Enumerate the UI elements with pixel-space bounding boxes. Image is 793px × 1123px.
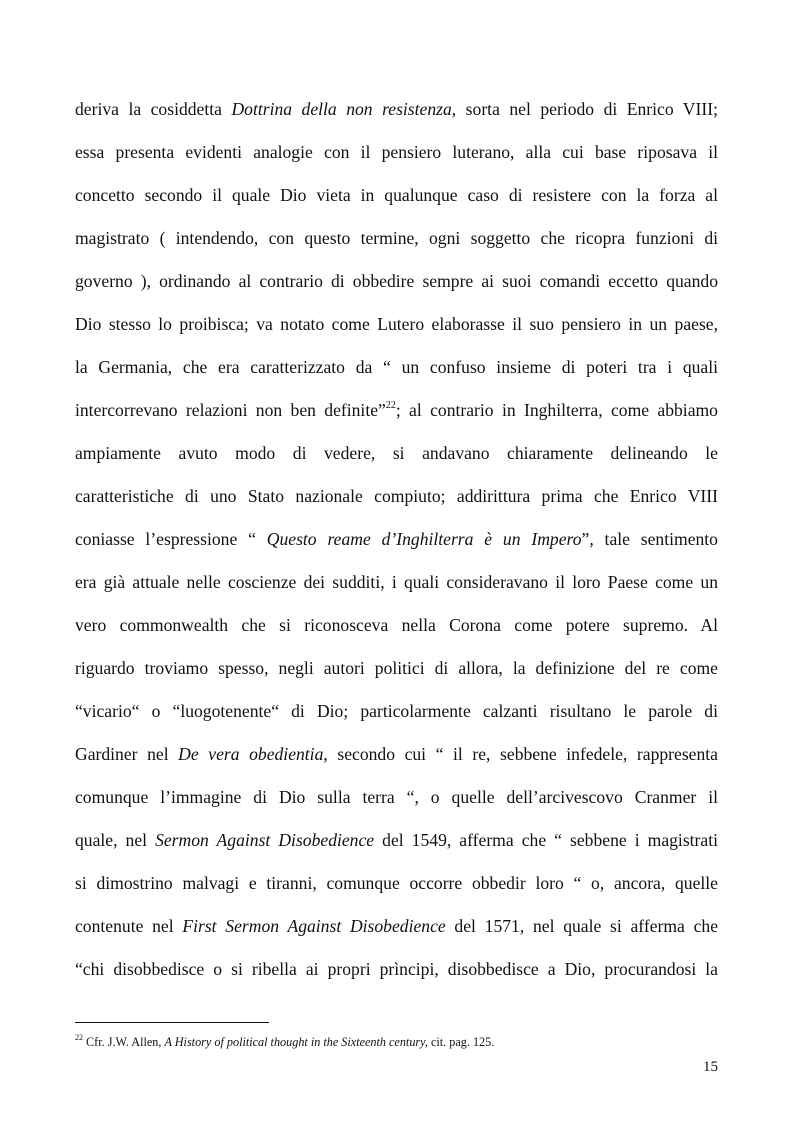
footnote-separator xyxy=(75,1022,269,1023)
text-line: era già attuale nelle coscienze dei sudditi, i quali consideravano il loro Paese come un xyxy=(75,572,718,592)
text-line: caratteristiche di uno Stato nazionale compiuto; addirittura prima che Enrico VIII xyxy=(75,486,718,506)
text-line: contenute nel First Sermon Against Disobedience del 1571, nel quale si afferma che xyxy=(75,916,719,936)
text-line: riguardo troviamo spesso, negli autori politici di allora, la definizione del re come xyxy=(75,658,718,678)
footnote-mark: 22 xyxy=(75,1033,83,1042)
footnote-reference[interactable]: 22 xyxy=(385,400,396,412)
text-line: “chi disobbedisce o si ribella ai propri prìncipi, disobbedisce a Dio, procurandosi la xyxy=(75,959,718,979)
page-number: 15 xyxy=(703,1059,718,1075)
text-line: deriva la cosiddetta Dottrina della non resistenza, sorta nel periodo di Enrico VIII; xyxy=(75,99,718,119)
text-line: quale, nel Sermon Against Disobedience del 1549, afferma che “ sebbene i magistrati xyxy=(75,830,718,850)
footnote: $^{22}$ Cfr. J.W. Allen, A History of political thought in the Sixteenth century, cit. pag. 125. xyxy=(75,1033,495,1050)
text-line: concetto secondo il quale Dio vieta in qualunque caso di resistere con la forza al xyxy=(75,185,718,205)
footnote-book-title: A History of political thought in the Sixteenth century, xyxy=(164,1035,428,1050)
text-line: “vicario“ o “luogotenente“ di Dio; particolarmente calzanti risultano le parole di xyxy=(75,701,718,721)
text-line: ampiamente avuto modo di vedere, si andavano chiaramente delineando le xyxy=(75,443,718,463)
text-line: essa presenta evidenti analogie con il pensiero luterano, alla cui base riposava il xyxy=(75,142,718,162)
text-line: comunque l’immagine di Dio sulla terra “, o quelle dell’arcivescovo Cranmer il xyxy=(75,787,718,807)
text-line: governo ), ordinando al contrario di obbedire sempre ai suoi comandi eccetto quando xyxy=(75,271,718,291)
body-text xyxy=(75,88,718,991)
text-line: coniasse l’espressione “ Questo reame d’Inghilterra è un Impero”, tale sentimento xyxy=(75,529,718,549)
text-line: Dio stesso lo proibisca; va notato come Lutero elaborasse il suo pensiero in un paese, xyxy=(75,314,718,334)
text-line: vero commonwealth che si riconosceva nella Corona come potere supremo. Al xyxy=(75,615,718,635)
text-line: la Germania, che era caratterizzato da “ un confuso insieme di poteri tra i quali xyxy=(75,357,718,377)
text-line: intercorrevano relazioni non ben definite”$^{22}$; al contrario in Inghilterra, come abbiamo xyxy=(75,400,718,420)
text-line: magistrato ( intendendo, con questo termine, ogni soggetto che ricopra funzioni di xyxy=(75,228,718,248)
text-line: si dimostrino malvagi e tiranni, comunque occorre obbedir loro “ o, ancora, quelle xyxy=(75,873,718,893)
text-line: Gardiner nel De vera obedientia, secondo cui “ il re, sebbene infedele, rappresenta xyxy=(75,744,718,764)
